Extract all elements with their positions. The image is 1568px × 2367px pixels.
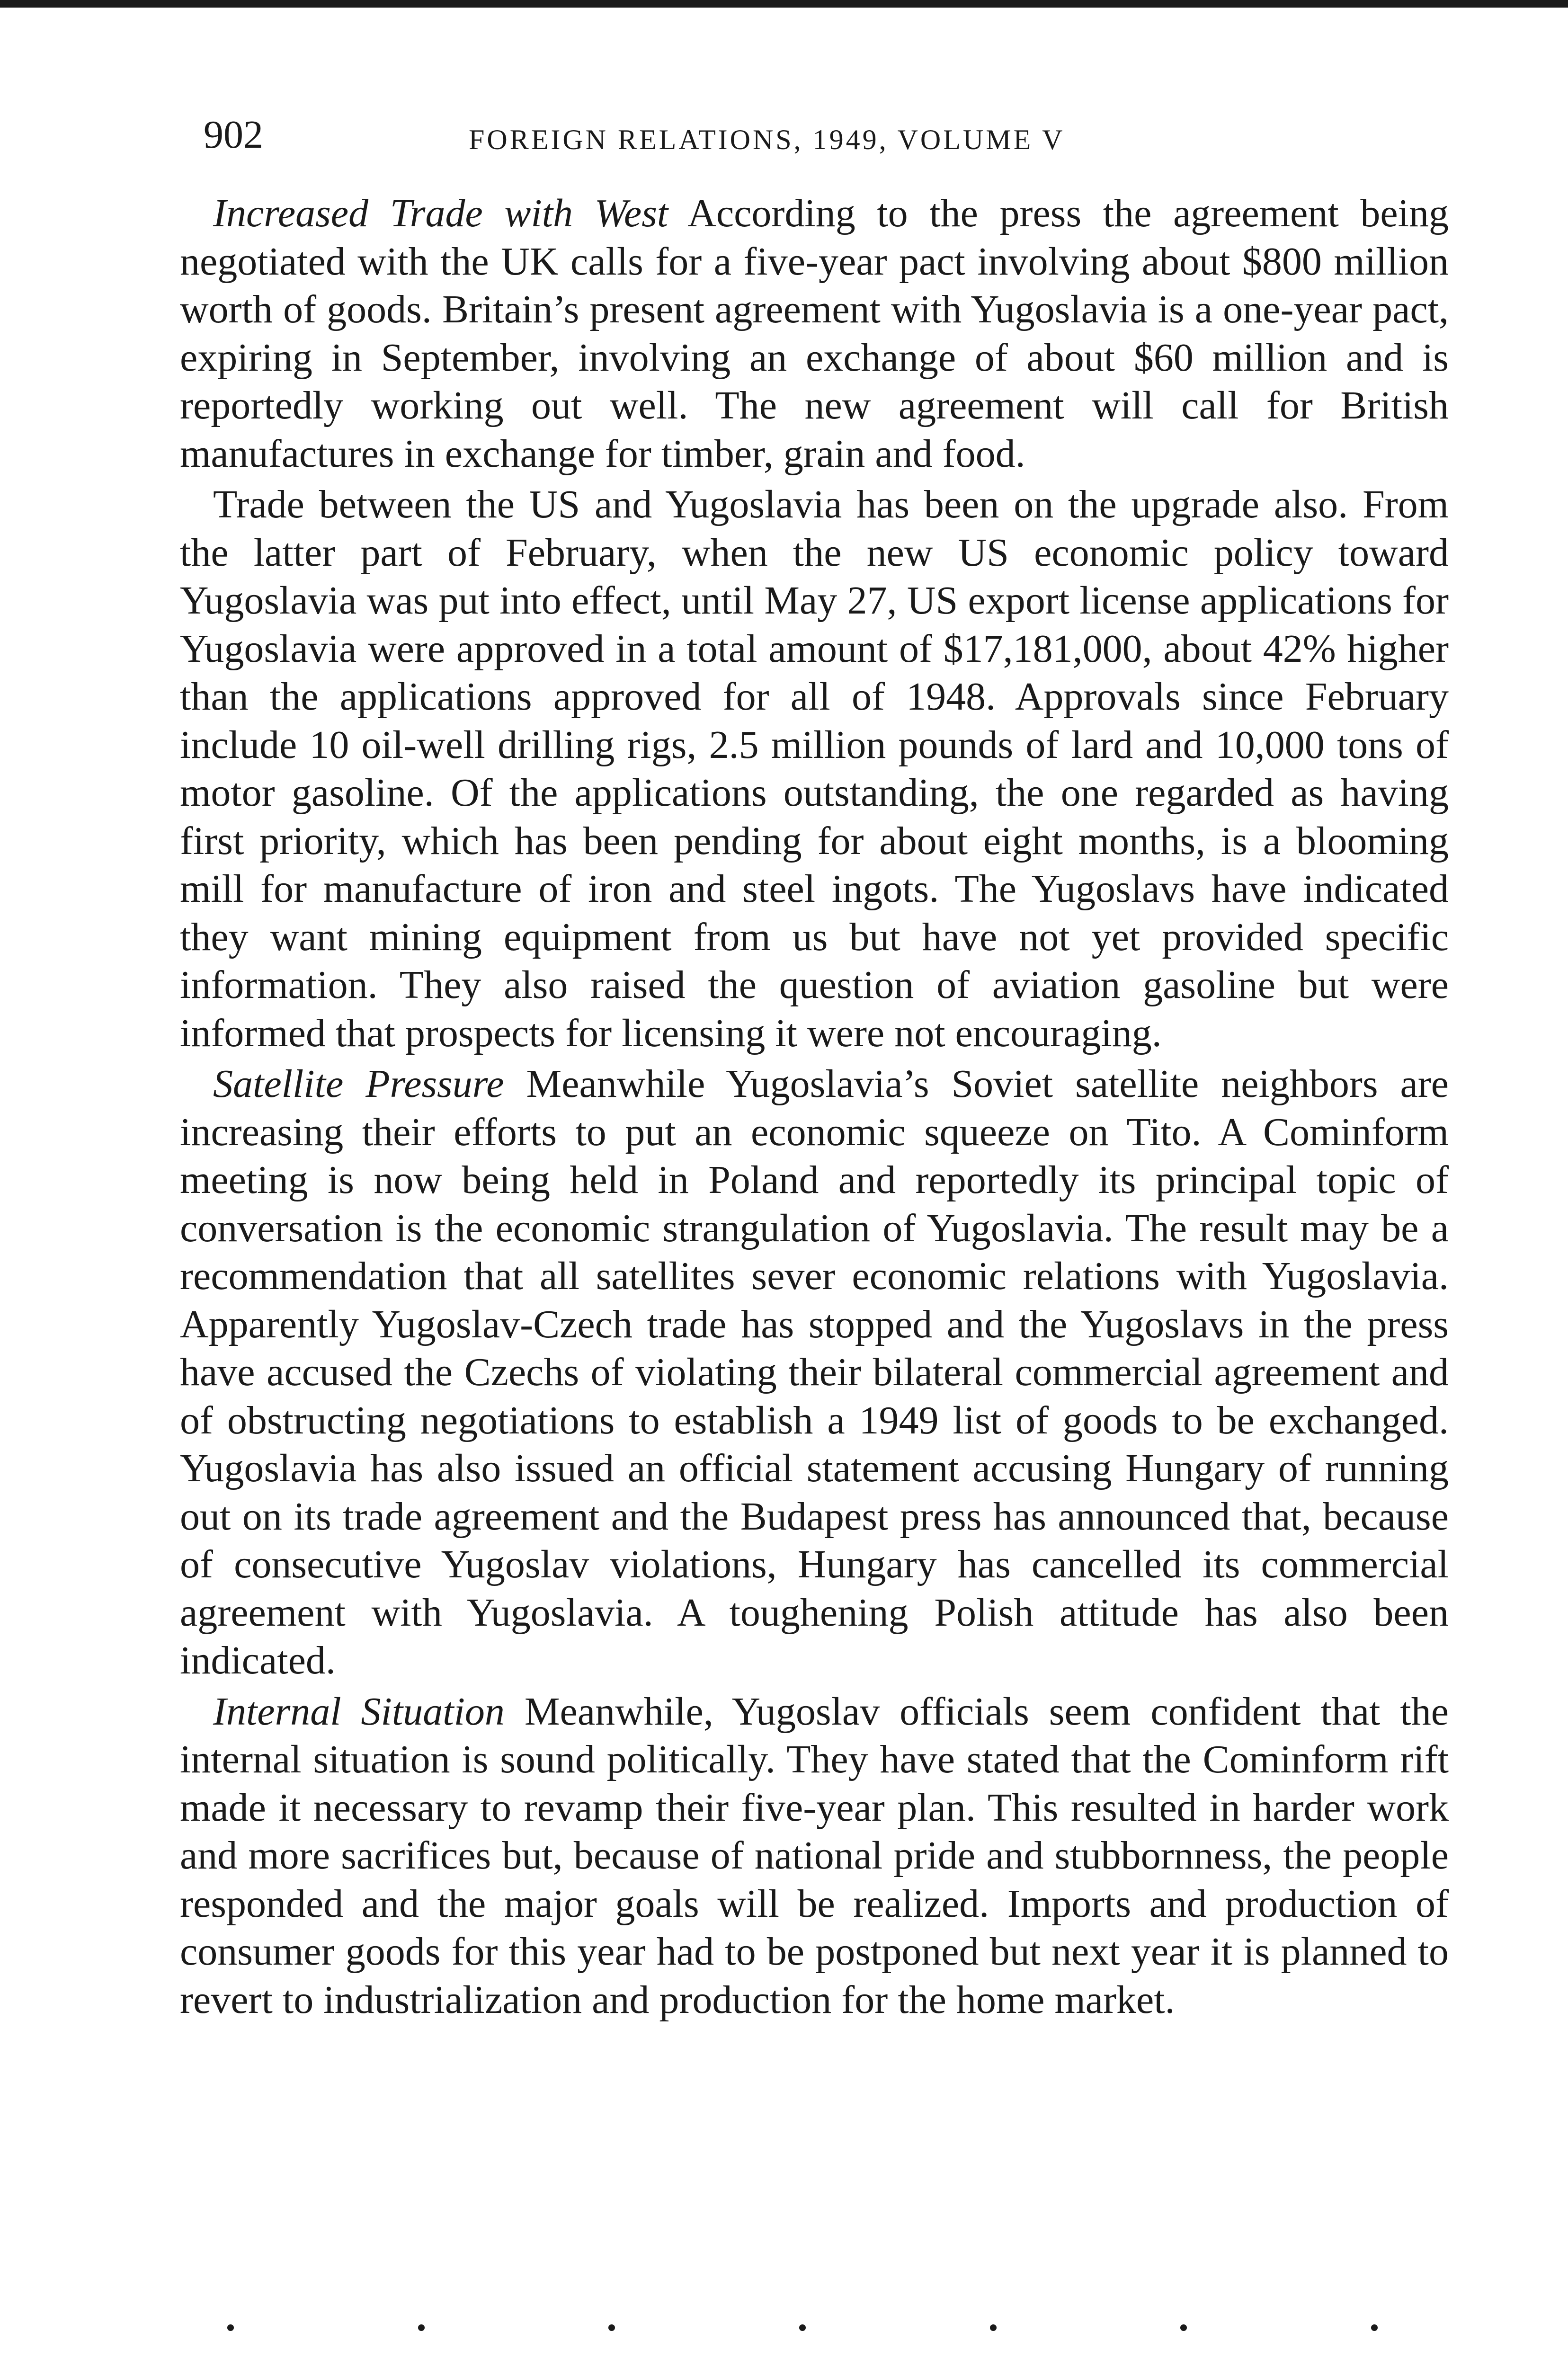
omission-dot bbox=[227, 2324, 234, 2331]
paragraph-text: Trade between the US and Yugoslavia has been on the upgrade also. From the latter part of February, when the new US economic policy toward Yugoslavia was put into effect, until May 27, US export license applications for Yugoslavia were approved in a total amount of $17,181,000, about 42% higher than the applications approved for all of 1948. Approvals since February include 10 oil-well drilling rigs, 2.5 million pounds of lard and 10,000 tons of motor gasoline. Of the applications outstanding, the one regarded as having first priority, which has been pending for about eight months, is a blooming mill for manufacture of iron and steel ingots. The Yugoslavs have indicated they want mining equipment from us but have not yet provided specific information. They also raised the question of aviation gasoline but were informed that prospects for licensing it were not encouraging. bbox=[180, 482, 1449, 1055]
running-head: FOREIGN RELATIONS, 1949, VOLUME V bbox=[469, 124, 1065, 155]
omission-dot bbox=[1371, 2324, 1378, 2331]
omission-dot bbox=[990, 2324, 997, 2331]
omission-dot bbox=[608, 2324, 615, 2331]
page-number: 902 bbox=[204, 113, 263, 157]
paragraph-satellite-pressure bbox=[180, 1060, 1449, 1685]
omission-dot bbox=[1180, 2324, 1187, 2331]
paragraph-text: Meanwhile, Yugoslav officials seem confident that the internal situation is sound politically. They have stated that the Cominform rift made it necessary to revamp their five-year plan. This resulted in harder work and more sacrifices but, because of national pride and stubbornness, the people responded and the major goals will be realized. Imports and production of consumer goods for this year had to be postponed but next year it is planned to revert to industrialization and production for the home market. bbox=[180, 1689, 1449, 2022]
page-header bbox=[204, 107, 1449, 163]
omission-dot bbox=[418, 2324, 425, 2331]
omission-dot bbox=[799, 2324, 806, 2331]
paragraph-text: Meanwhile Yugoslavia’s Soviet satellite neighbors are increasing their efforts to put an economic squeeze on Tito. A Cominform meeting is now being held in Poland and reportedly its principal topic of conversation is the economic strangulation of Yugoslavia. The result may be a recommendation that all satellites sever economic relations with Yugoslavia. Apparently Yugoslav-Czech trade has stopped and the Yugoslavs in the press have accused the Czechs of violating their bilateral commercial agreement and of obstructing negotiations to establish a 1949 list of goods to be exchanged. Yugoslavia has also issued an official statement accusing Hungary of running out on its trade agreement and the Budapest press has announced that, because of consecutive Yugoslav violations, Hungary has cancelled its commercial agreement with Yugoslavia. A toughening Polish attitude has also been indicated. bbox=[180, 1062, 1449, 1682]
omission-marker bbox=[227, 2324, 1378, 2331]
paragraph-internal-situation bbox=[180, 1688, 1449, 2024]
paragraph-us-trade bbox=[180, 481, 1449, 1057]
body-text bbox=[180, 189, 1449, 2027]
section-heading-satellite-pressure: Satellite Pressure bbox=[213, 1062, 504, 1106]
paragraph-increased-trade bbox=[180, 189, 1449, 478]
paragraph-text: According to the press the agreement being negotiated with the UK calls for a five-year pact involving about $800 million worth of goods. Britain’s present agreement with Yugoslavia is a one-year pact, expiring in September, involving an exchange of about $60 million and is reportedly working out well. The new agreement will call for British manufactures in exchange for timber, grain and food. bbox=[180, 191, 1449, 476]
page-top-border bbox=[0, 0, 1568, 8]
section-heading-internal-situation: Internal Situation bbox=[213, 1689, 505, 1734]
section-heading-increased-trade: Increased Trade with West bbox=[213, 191, 668, 235]
